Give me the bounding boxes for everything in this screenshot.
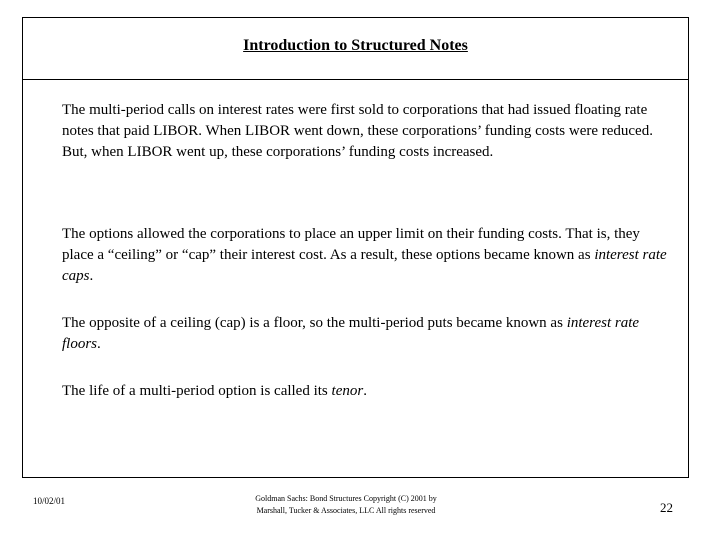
paragraph-text-end: . — [363, 383, 367, 399]
paragraph-text: The opposite of a ceiling (cap) is a floor, so the multi-period puts became known as — [62, 315, 567, 331]
title-divider — [23, 79, 688, 80]
term-tenor: tenor — [331, 383, 364, 399]
footer-copyright: Goldman Sachs: Bond Structures Copyright (C) 2001 by Marshall, Tucker & Associates, LLC All rights reserved — [255, 494, 437, 515]
paragraph-text-end: . — [89, 268, 94, 284]
footer-date: 10/02/01 — [33, 496, 66, 506]
paragraph-interest-rate-floors — [62, 313, 672, 355]
paragraph-text: The life of a multi-period option is called its — [62, 383, 332, 399]
term-interest-rate-floors: interest rate floors — [62, 315, 640, 352]
page-number: 22 — [660, 500, 673, 515]
term-interest-rate-caps: interest rate caps — [62, 247, 667, 284]
paragraph-text-end: . — [97, 336, 101, 352]
paragraph-tenor — [62, 381, 672, 402]
slide-title: Introduction to Structured Notes — [243, 37, 468, 54]
paragraph-libor-calls: The multi-period calls on interest rates were first sold to corporations that had issued floating rate notes that paid LIBOR. When LIBOR went down, these corporations’ funding costs were reduced. But, when LIBOR went up, these corporations’ funding costs increased. — [62, 102, 653, 160]
paragraph-text: The options allowed the corporations to place an upper limit on their funding costs. That is, they place a “ceiling” or “cap” their interest cost. As a result, these options became known as — [62, 226, 640, 263]
paragraph-interest-rate-caps — [62, 224, 672, 287]
